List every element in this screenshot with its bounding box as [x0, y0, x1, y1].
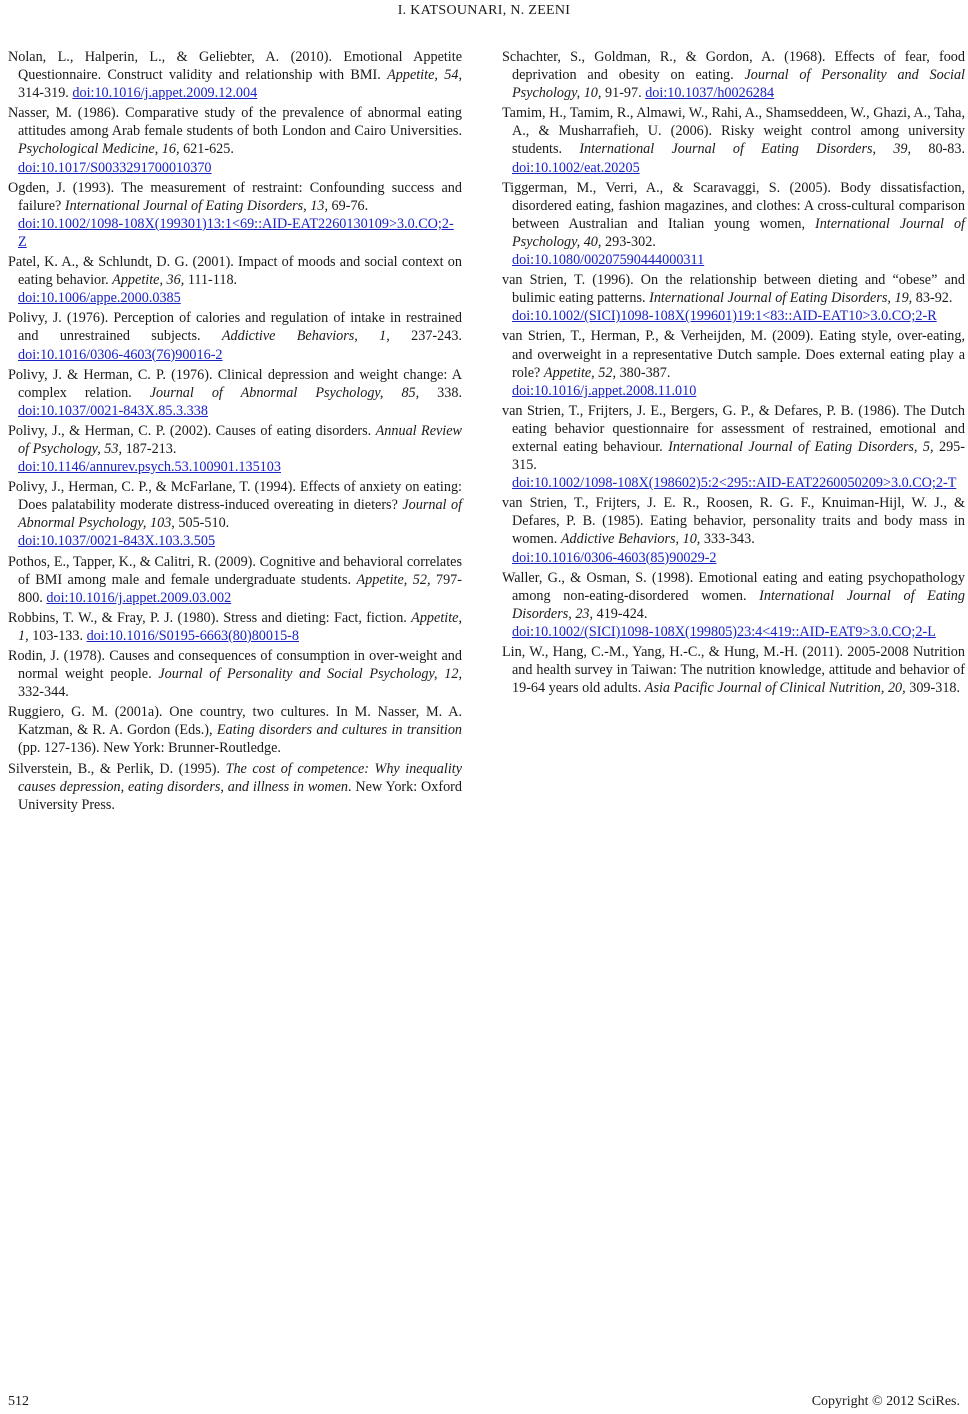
reference-text: Silverstein, B., & Perlik, D. (1995).: [8, 760, 226, 777]
reference-column-left: [8, 48, 462, 816]
doi-link[interactable]: doi:10.1037/0021-843X.103.3.505: [18, 533, 216, 550]
doi-link[interactable]: doi:10.1002/(SICI)1098-108X(199601)19:1<83::AID-EAT10>3.0.CO;2-R: [512, 308, 937, 325]
reference-pages: 80-83.: [911, 141, 965, 158]
doi-link[interactable]: doi:10.1016/0306-4603(85)90029-2: [512, 549, 717, 566]
reference-entry: [8, 366, 462, 420]
running-header: I. KATSOUNARI, N. ZEENI: [397, 3, 571, 18]
reference-text: Lin, W., Hang, C.-M., Yang, H.-C., & Hung, M.-H. (2011). 2005-2008 Nutrition and health survey in Taiwan: The nutrition knowledge, attitude and behavior of 19-64 years old adults.: [502, 644, 965, 697]
reference-entry: [8, 609, 462, 645]
reference-text: Polivy, J., & Herman, C. P. (2002). Causes of eating disorders.: [8, 422, 376, 439]
reference-pages: 83-92.: [912, 290, 953, 307]
reference-text: Polivy, J. & Herman, C. P. (1976). Clinical depression and weight change: A complex relation.: [8, 366, 462, 401]
reference-pages: 621-625.: [179, 141, 234, 158]
reference-journal: Journal of Abnormal Psychology, 103,: [18, 497, 463, 532]
reference-column-right: [502, 48, 965, 699]
reference-pages: . New York: Oxford University Press.: [18, 778, 462, 813]
reference-journal: International Journal of Eating Disorders, 39,: [579, 141, 912, 158]
reference-pages: 309-318.: [905, 680, 961, 697]
doi-link[interactable]: doi:10.1006/appe.2000.0385: [18, 290, 181, 307]
reference-entry: [8, 422, 462, 476]
doi-link[interactable]: doi:10.1016/j.appet.2009.03.002: [46, 589, 232, 606]
reference-text: van Strien, T., Frijters, J. E., Bergers, G. P., & Defares, P. B. (1986). The Dutch eating behavior questionnaire for assessment of restrained, emotional and external eating behaviour.: [502, 402, 965, 455]
reference-text: Tiggerman, M., Verri, A., & Scaravaggi, S. (2005). Body dissatisfaction, disordered eating, fashion magazines, and clothes: A cross-cultural comparison between Australian and Italian young women,: [502, 179, 965, 232]
reference-entry: [502, 271, 965, 325]
reference-journal: Appetite, 52,: [356, 571, 431, 588]
reference-entry: [8, 703, 462, 757]
doi-link[interactable]: doi:10.1037/0021-843X.85.3.338: [18, 402, 208, 419]
reference-text: van Strien, T. (1996). On the relationship between dieting and “obese” and bulimic eating patterns.: [502, 272, 965, 307]
doi-link[interactable]: doi:10.1002/(SICI)1098-108X(199805)23:4<419::AID-EAT9>3.0.CO;2-L: [512, 623, 936, 640]
reference-entry: [502, 643, 965, 697]
reference-entry: [502, 104, 965, 176]
reference-text: Ruggiero, G. M. (2001a). One country, two cultures. In M. Nasser, M. A. Katzman, & R. A. Gordon (Eds.),: [8, 704, 462, 739]
doi-link[interactable]: doi:10.1080/00207590444000311: [512, 252, 705, 269]
doi-link[interactable]: doi:10.1002/1098-108X(198602)5:2<295::AID-EAT2260050209>3.0.CO;2-T: [512, 475, 957, 492]
reference-pages: (pp. 127-136). New York: Brunner-Routledge.: [18, 740, 281, 757]
reference-entry: [8, 253, 462, 307]
reference-journal: Addictive Behaviors, 10,: [560, 531, 701, 548]
doi-link[interactable]: doi:10.1002/1098-108X(199301)13:1<69::AID-EAT2260130109>3.0.CO;2-Z: [18, 215, 454, 250]
reference-journal: Eating disorders and cultures in transition: [216, 722, 463, 739]
reference-text: Schachter, S., Goldman, R., & Gordon, A. (1968). Effects of fear, food deprivation and obesity on eating.: [502, 49, 965, 84]
reference-pages: 505-510.: [174, 515, 230, 532]
reference-pages: 187-213.: [122, 440, 177, 457]
reference-entry: [8, 309, 462, 363]
reference-journal: Annual Review of Psychology, 53,: [18, 422, 462, 457]
reference-text: Waller, G., & Osman, S. (1998). Emotional eating and eating psychopathology among non-eating-disordered women.: [502, 569, 965, 604]
reference-pages: 419-424.: [593, 605, 648, 622]
reference-entry: [8, 179, 462, 251]
reference-journal: International Journal of Eating Disorders, 13,: [64, 197, 328, 214]
reference-entry: [502, 179, 965, 269]
reference-pages: 380-387.: [616, 364, 671, 381]
reference-journal: The cost of competence: Why inequality causes depression, eating disorders, and illness in women: [18, 760, 462, 795]
doi-link[interactable]: doi:10.1016/S0195-6663(80)80015-8: [86, 627, 299, 644]
reference-entry: [502, 402, 965, 492]
reference-text: Tamim, H., Tamim, R., Almawi, W., Rahi, A., Shamseddeen, W., Ghazi, A., Taha, A., & Musharrafieh, U. (2006). Risky weight control among university students.: [502, 105, 965, 158]
reference-journal: International Journal of Eating Disorders, 19,: [649, 290, 913, 307]
reference-journal: Psychological Medicine, 16,: [18, 141, 180, 158]
reference-journal: Journal of Personality and Social Psychology, 12,: [158, 666, 462, 683]
reference-pages: 314-319.: [18, 85, 73, 102]
reference-entry: [8, 553, 462, 607]
reference-text: Pothos, E., Tapper, K., & Calitri, R. (2009). Cognitive and behavioral correlates of BMI among male and female undergraduate students.: [8, 553, 462, 588]
reference-pages: 332-344.: [18, 684, 69, 701]
reference-text: van Strien, T., Frijters, J. E. R., Roosen, R. G. F., Knuiman-Hijl, W. J., & Defares, P. B. (1985). Eating behavior, personality traits and body mass in women.: [502, 495, 965, 548]
reference-journal: International Journal of Eating Disorders, 5,: [668, 438, 934, 455]
reference-entry: [502, 569, 965, 641]
reference-text: Patel, K. A., & Schlundt, D. G. (2001). Impact of moods and social context on eating behavior.: [8, 254, 462, 289]
reference-text: Nolan, L., Halperin, L., & Geliebter, A. (2010). Emotional Appetite Questionnaire. Construct validity and relationship with BMI.: [8, 49, 462, 84]
reference-journal: Journal of Abnormal Psychology, 85,: [149, 384, 420, 401]
reference-entry: [8, 760, 462, 814]
reference-entry: [502, 48, 965, 102]
reference-pages: 69-76.: [328, 197, 369, 214]
reference-journal: Addictive Behaviors, 1,: [221, 328, 390, 345]
doi-link[interactable]: doi:10.1037/h0026284: [645, 85, 775, 102]
reference-pages: 797-800.: [18, 571, 462, 606]
reference-text: Ogden, J. (1993). The measurement of restraint: Confounding success and failure?: [8, 179, 462, 214]
reference-pages: 338.: [419, 384, 463, 401]
reference-pages: 295-315.: [512, 438, 965, 474]
reference-entry: [8, 48, 462, 102]
reference-entry: [8, 104, 462, 176]
reference-entry: [8, 647, 462, 701]
reference-pages: 103-133.: [28, 627, 87, 644]
reference-text: Nasser, M. (1986). Comparative study of the prevalence of abnormal eating attitudes among Arab female students of both London and Cairo Universities.: [8, 105, 462, 140]
reference-pages: 111-118.: [184, 272, 238, 289]
reference-text: Rodin, J. (1978). Causes and consequences of consumption in over-weight and normal weight people.: [8, 648, 462, 683]
reference-pages: 91-97.: [601, 85, 646, 102]
reference-entry: [8, 478, 462, 550]
reference-journal: Appetite, 52,: [543, 364, 617, 381]
reference-text: Polivy, J. (1976). Perception of calories and regulation of intake in restrained and unrestrained subjects.: [8, 310, 462, 345]
reference-journal: Appetite, 36,: [112, 272, 185, 289]
doi-link[interactable]: doi:10.1016/j.appet.2008.11.010: [512, 382, 697, 399]
reference-text: Robbins, T. W., & Fray, P. J. (1980). Stress and dieting: Fact, fiction.: [8, 609, 412, 626]
doi-link[interactable]: doi:10.1146/annurev.psych.53.100901.135103: [18, 459, 281, 476]
reference-journal: Asia Pacific Journal of Clinical Nutrition, 20,: [644, 680, 906, 697]
doi-link[interactable]: doi:10.1017/S0033291700010370: [18, 159, 212, 176]
page-number: 512: [8, 1394, 29, 1409]
reference-entry: [502, 327, 965, 399]
doi-link[interactable]: doi:10.1016/j.appet.2009.12.004: [72, 85, 258, 102]
reference-journal: Journal of Personality and Social Psychology, 10,: [512, 67, 966, 102]
copyright-notice: Copyright © 2012 SciRes.: [811, 1394, 960, 1409]
reference-entry: [502, 494, 965, 566]
doi-link[interactable]: doi:10.1002/eat.20205: [512, 159, 640, 176]
reference-journal: Appetite, 54,: [387, 67, 462, 84]
reference-pages: 237-243.: [389, 328, 462, 345]
reference-journal: Appetite, 1,: [18, 609, 462, 644]
reference-journal: International Journal of Eating Disorders, 23,: [512, 587, 965, 622]
doi-link[interactable]: doi:10.1016/0306-4603(76)90016-2: [18, 346, 223, 363]
reference-text: van Strien, T., Herman, P., & Verheijden, M. (2009). Eating style, over-eating, and overweight in a representative Dutch sample. Does external eating play a role?: [502, 328, 965, 381]
reference-pages: 293-302.: [601, 233, 656, 250]
reference-journal: International Journal of Psychology, 40,: [512, 215, 965, 250]
reference-pages: 333-343.: [700, 531, 755, 548]
reference-text: Polivy, J., Herman, C. P., & McFarlane, T. (1994). Effects of anxiety on eating: Does palatability moderate distress-induced overeating in dieters?: [8, 479, 462, 514]
